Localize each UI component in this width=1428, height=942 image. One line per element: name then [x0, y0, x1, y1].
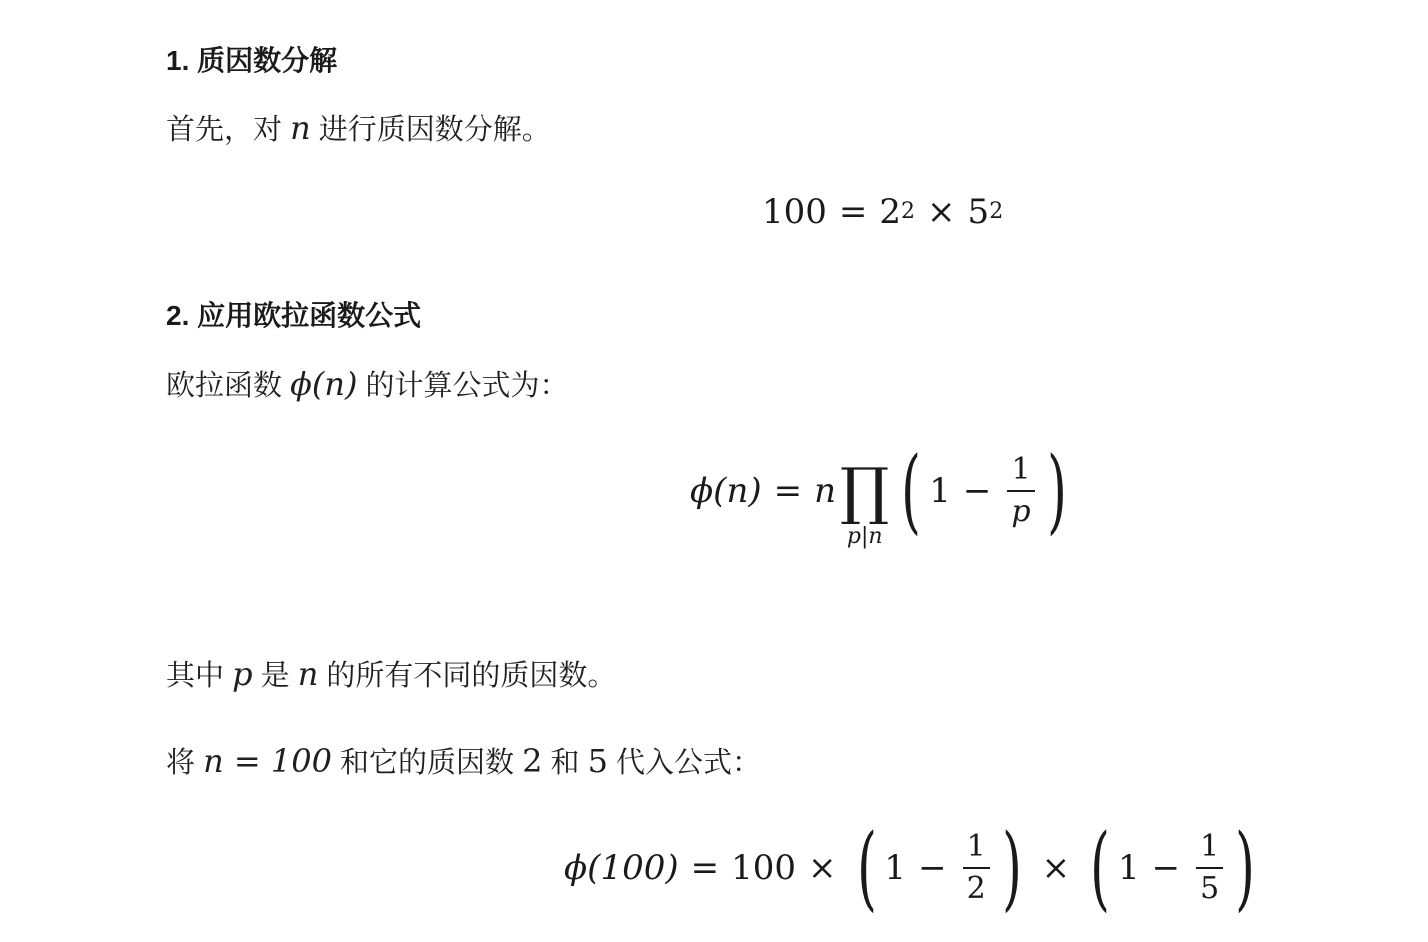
euler-phi-n: ϕ(n)	[290, 365, 358, 403]
where-text-mid: 是	[260, 660, 290, 692]
formula-lhs: ϕ(n)	[690, 471, 762, 511]
substitute-n-equals-100: n = 100	[203, 742, 332, 780]
eq-lhs: 100	[762, 192, 827, 232]
where-text-after: 的所有不同的质因数。	[326, 660, 617, 692]
eq-times: ×	[927, 192, 956, 232]
fraction-bar	[1007, 490, 1034, 492]
product-subscript: p|n	[846, 524, 883, 549]
fraction-b-bar	[1196, 867, 1223, 869]
fraction-a-bar	[963, 867, 990, 869]
where-clause	[166, 656, 616, 694]
final-equals: =	[690, 848, 720, 888]
final-times-2: ×	[1041, 848, 1071, 888]
fraction-numerator: 1	[1011, 452, 1031, 487]
intro-text-before: 首先，对	[166, 114, 283, 146]
eq-base-2: 5	[967, 192, 990, 232]
final-hundred: 100	[731, 848, 797, 888]
fraction-a-numerator: 1	[966, 829, 986, 864]
intro-text-after: 进行质因数分解。	[318, 114, 551, 146]
variable-p: p	[232, 655, 253, 693]
intro-text-after: 的计算公式为：	[365, 370, 569, 402]
formula-fraction	[1007, 453, 1034, 529]
eq-base-1: 2	[879, 192, 902, 232]
right-paren-a: )	[1001, 814, 1022, 921]
substitute-text-mid-1: 和它的质因数	[339, 747, 514, 779]
fraction-denominator: p	[1011, 494, 1031, 529]
euler-formula	[690, 436, 1075, 549]
substitute-text-mid-2: 和	[550, 747, 580, 779]
left-paren-b: (	[1090, 814, 1110, 921]
right-paren: )	[1046, 437, 1067, 544]
substitute-text-after: 代入公式：	[615, 747, 761, 779]
substitute-text-before: 将	[166, 747, 196, 779]
prime-five: 5	[587, 742, 608, 780]
formula-n: n	[814, 471, 837, 511]
where-text-before: 其中	[166, 660, 225, 692]
fraction-a-denominator: 2	[966, 871, 986, 906]
final-minus-a: −	[918, 848, 947, 888]
final-minus-b: −	[1151, 848, 1181, 888]
substitution-sentence	[166, 743, 761, 781]
fraction-one-half	[963, 830, 990, 906]
fraction-b-numerator: 1	[1200, 829, 1220, 864]
eq-equals: =	[838, 192, 868, 232]
left-paren-a: (	[856, 814, 877, 921]
section-1-heading: 1. 质因数分解	[166, 45, 338, 76]
product-symbol: ∏	[840, 454, 890, 527]
variable-n: n	[290, 109, 311, 147]
factorization-equation: 100 = 2 2 × 5 2	[762, 192, 1004, 232]
prime-two: 2	[522, 742, 543, 780]
right-paren-b: )	[1235, 814, 1256, 921]
variable-n: n	[297, 655, 319, 693]
formula-equals: =	[773, 471, 803, 511]
fraction-one-fifth	[1196, 830, 1223, 906]
section-2-heading: 2. 应用欧拉函数公式	[166, 300, 422, 331]
final-times-1: ×	[808, 848, 837, 888]
section-1-intro	[166, 110, 551, 148]
product-operator	[840, 454, 890, 550]
formula-minus: −	[962, 471, 992, 511]
final-lhs: ϕ(100)	[564, 848, 679, 888]
final-one-a: 1	[884, 848, 907, 888]
final-one-b: 1	[1117, 848, 1140, 888]
fraction-b-denominator: 5	[1200, 871, 1220, 906]
section-2-intro	[166, 366, 569, 404]
intro-text-before: 欧拉函数	[166, 370, 283, 402]
final-computation	[564, 814, 1263, 921]
left-paren: (	[901, 437, 922, 544]
formula-one: 1	[929, 471, 951, 511]
